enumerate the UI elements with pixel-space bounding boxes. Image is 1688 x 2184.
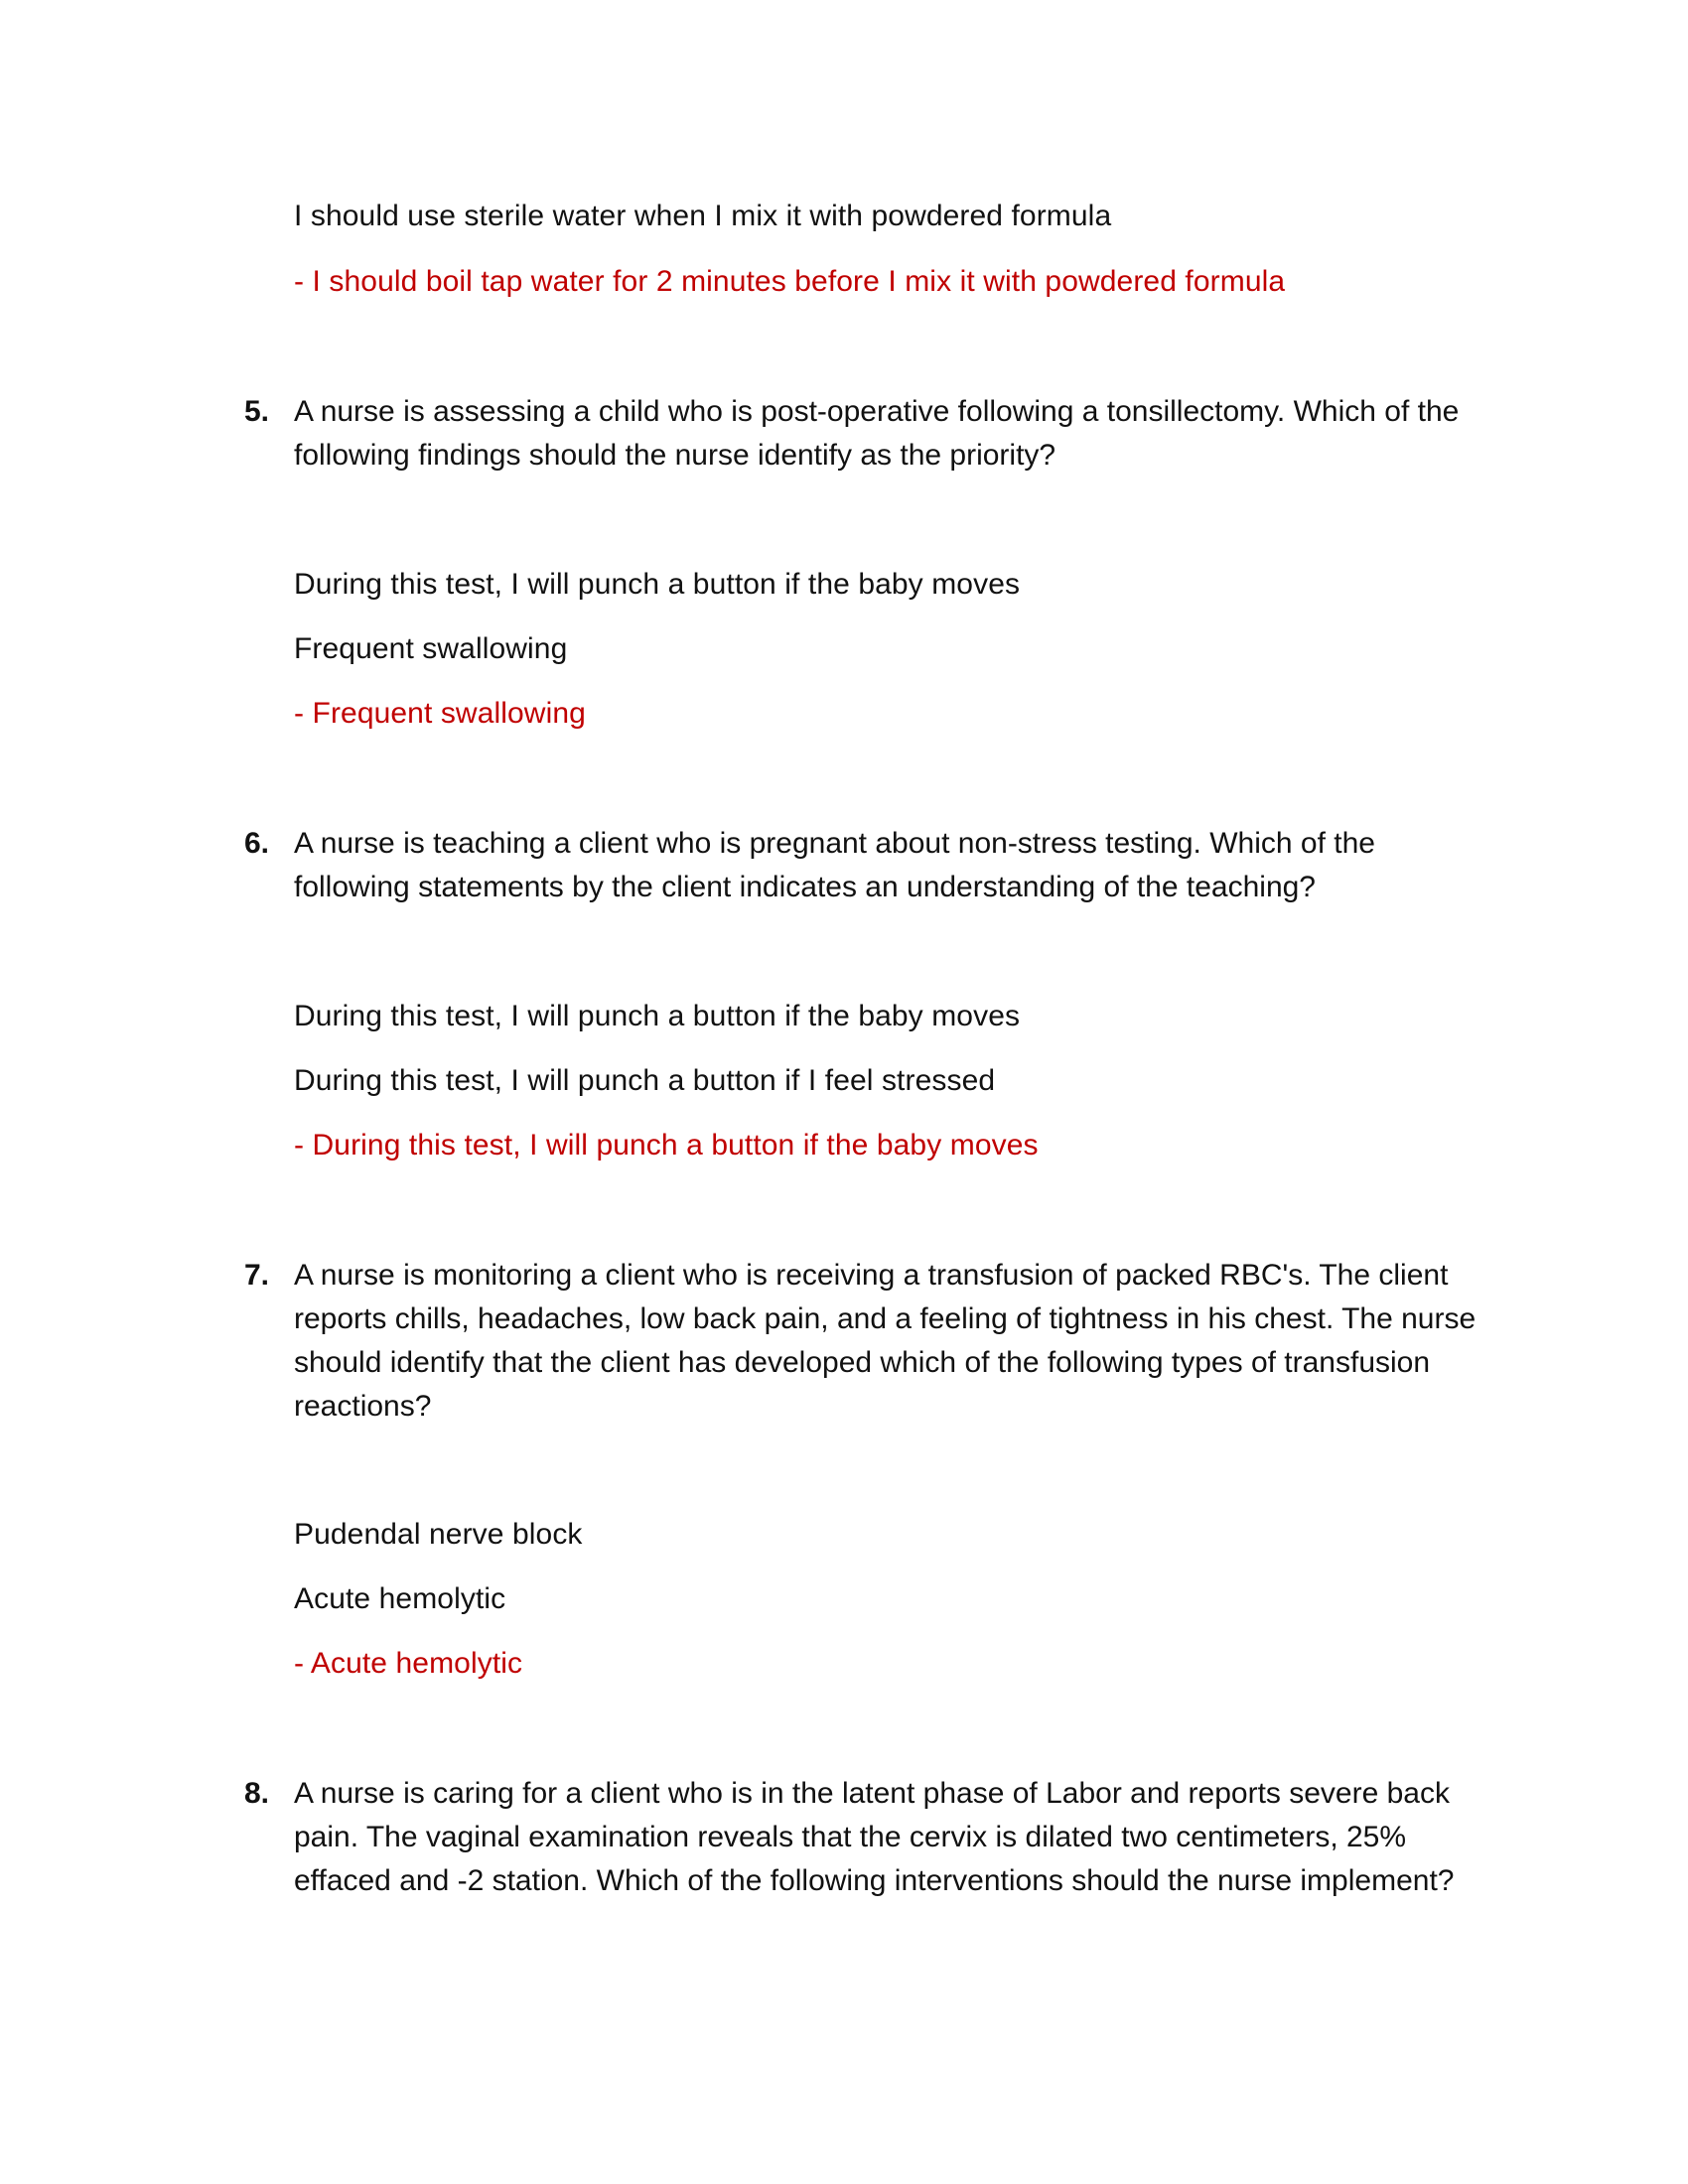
answer-option: Frequent swallowing — [294, 632, 568, 665]
question-text: A nurse is teaching a client who is pregnant about non-stress testing. Which of the following statements by the client indicates an understanding of the teaching? — [294, 827, 1375, 903]
question-text: A nurse is monitoring a client who is receiving a transfusion of packed RBC's. The client reports chills, headaches, low back pain, and a feeling of tightness in his chest. The nurse should identify that the client has developed which of the following types of transfusion reactions? — [294, 1259, 1477, 1423]
correct-answer: - Frequent swallowing — [294, 697, 586, 730]
question-number: 6. — [244, 827, 270, 860]
answer-option: During this test, I will punch a button if I feel stressed — [294, 1064, 996, 1097]
question-number: 5. — [244, 395, 270, 428]
answer-option: Acute hemolytic — [294, 1582, 506, 1615]
correct-answer: - I should boil tap water for 2 minutes before I mix it with powdered formula — [294, 265, 1286, 298]
question-number: 7. — [244, 1259, 270, 1292]
answer-option: I should use sterile water when I mix it with powdered formula — [294, 200, 1112, 232]
answer-option: During this test, I will punch a button if the baby moves — [294, 1000, 1021, 1032]
correct-answer: - During this test, I will punch a button if the baby moves — [294, 1129, 1039, 1161]
answer-option: During this test, I will punch a button if the baby moves — [294, 568, 1021, 601]
question-text: A nurse is caring for a client who is in the latent phase of Labor and reports severe back pain. The vaginal examination reveals that the cervix is dilated two centimeters, 25% effaced and -2 station. Which of the following interventions should the nurse implement? — [294, 1777, 1455, 1897]
correct-answer: - Acute hemolytic — [294, 1647, 523, 1680]
question-text: A nurse is assessing a child who is post-operative following a tonsillectomy. Which of the following findings should the nurse identify as the priority? — [294, 395, 1460, 472]
question-number: 8. — [244, 1777, 270, 1810]
answer-option: Pudendal nerve block — [294, 1518, 583, 1551]
